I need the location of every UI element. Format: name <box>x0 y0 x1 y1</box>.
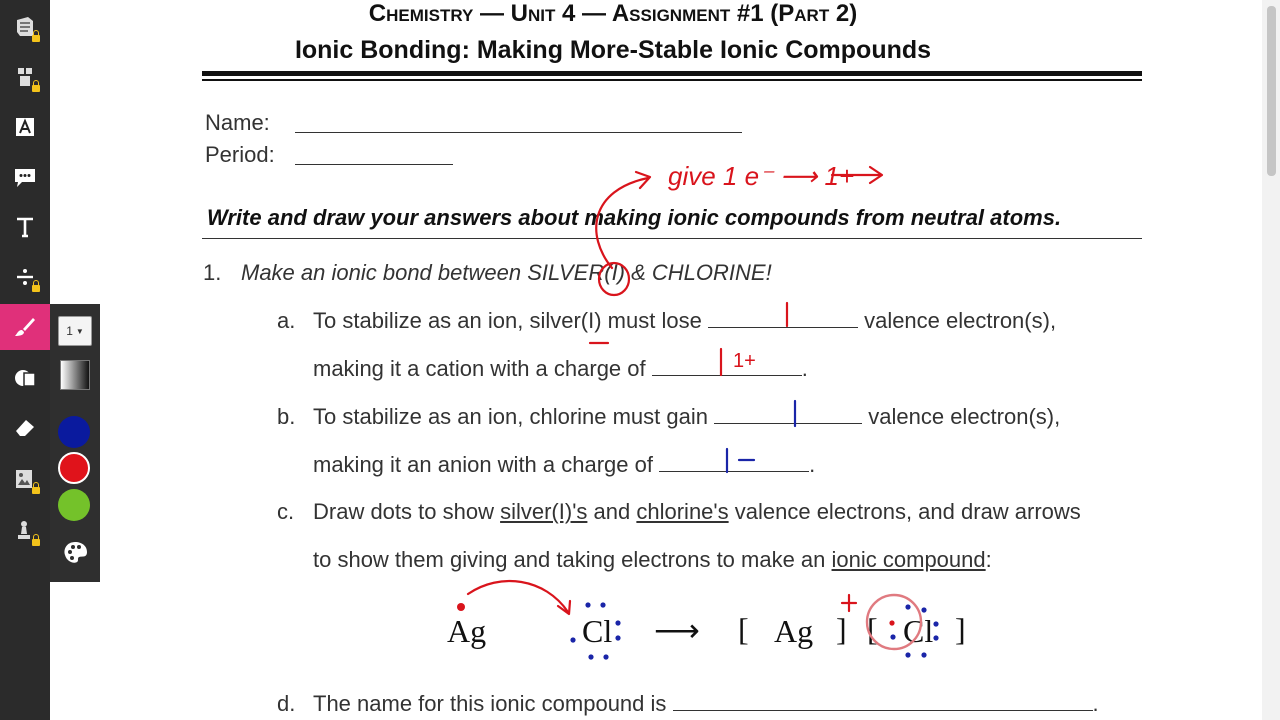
part-b-line1-pre: To stabilize as an ion, chlorine must gain <box>313 404 708 429</box>
ink-a-answer2: 1+ <box>733 350 756 372</box>
assignment-title: Chemistry — Unit 4 — Assignment #1 (Part 2) <box>368 0 858 27</box>
text-tool-icon <box>12 214 38 240</box>
part-d-end: . <box>1092 691 1099 716</box>
part-b-blank2[interactable] <box>659 471 809 472</box>
part-a-line1 <box>313 308 1056 334</box>
brush-size-select[interactable] <box>58 316 92 346</box>
comment-icon <box>12 164 38 190</box>
title-rule-thick <box>202 71 1142 76</box>
brush-icon <box>12 314 38 340</box>
name-blank[interactable] <box>295 132 742 133</box>
opacity-gradient-swatch[interactable] <box>60 360 90 390</box>
color-swatch-red[interactable] <box>58 452 90 484</box>
diagram-cl-ion: Cl <box>903 613 934 649</box>
part-c-line1-post: valence electrons, and draw arrows <box>734 499 1081 524</box>
text-tool[interactable] <box>0 204 50 250</box>
instructions-rule <box>202 238 1142 239</box>
brush-options-palette <box>50 304 100 582</box>
divide-tool[interactable] <box>0 254 50 300</box>
part-a-line1-pre: To stabilize as an ion, silver(I) must lose <box>313 308 702 333</box>
part-a-line2-post: . <box>801 356 808 381</box>
lock-icon <box>32 539 40 546</box>
diagram-ag: Ag <box>447 613 487 649</box>
part-d-blank[interactable] <box>673 710 1093 711</box>
part-b-blank1[interactable] <box>714 423 862 424</box>
color-swatch-green[interactable] <box>58 489 90 521</box>
eraser-icon <box>12 414 38 440</box>
part-a-line1-post: valence electron(s), <box>864 308 1057 333</box>
eraser-tool[interactable] <box>0 404 50 450</box>
diagram-ag-ion: Ag <box>774 613 814 649</box>
ink-give-note: give 1 e⁻ ⟶ 1+ <box>668 161 855 191</box>
part-b-line2-pre: making it an anion with a charge of <box>313 452 653 477</box>
lock-icon <box>32 285 40 292</box>
title-rule-thin <box>202 79 1142 81</box>
diagram-bracket-right-2: ] <box>955 611 966 647</box>
part-b-line2 <box>313 452 815 478</box>
part-d-text: The name for this ionic compound is <box>313 691 667 716</box>
diagram-arrow: ⟶ <box>654 612 700 648</box>
text-highlight-icon <box>12 114 38 140</box>
lock-icon <box>32 35 40 42</box>
question-text: Make an ionic bond between SILVER(I) & CHLORINE! <box>241 260 772 285</box>
period-label: Period: <box>205 142 275 167</box>
part-a-letter: a. <box>277 308 296 333</box>
part-b-line2-post: . <box>809 452 816 477</box>
comment-tool[interactable] <box>0 154 50 200</box>
part-a-blank2[interactable] <box>652 375 802 376</box>
scroll-thumb[interactable] <box>1267 6 1276 176</box>
diagram-cl: Cl <box>582 613 613 649</box>
lock-icon <box>32 85 40 92</box>
part-c-line2 <box>313 547 992 573</box>
part-c-silver: silver(I)'s <box>500 499 588 524</box>
name-label: Name: <box>205 110 270 135</box>
pen-stand-tool[interactable] <box>0 54 50 100</box>
part-c-chlorine: chlorine's <box>636 499 729 524</box>
brush-tool[interactable] <box>0 304 50 350</box>
stamp-tool[interactable] <box>0 508 50 554</box>
part-a-line2 <box>313 356 808 382</box>
image-tool[interactable] <box>0 456 50 502</box>
vertical-scrollbar[interactable] <box>1262 0 1280 720</box>
part-c-letter: c. <box>277 499 295 524</box>
part-a-line2-pre: making it a cation with a charge of <box>313 356 646 381</box>
question-number: 1. <box>203 260 222 285</box>
instructions: Write and draw your answers about making ionic compounds from neutral atoms. <box>207 205 1062 230</box>
period-blank[interactable] <box>295 164 453 165</box>
shapes-icon <box>12 364 38 390</box>
part-d-line <box>313 691 1099 717</box>
part-c-and: and <box>593 499 631 524</box>
shapes-tool[interactable] <box>0 354 50 400</box>
part-c-line2-pre: to show them giving and taking electrons to make an <box>313 547 826 572</box>
part-d-letter: d. <box>277 691 296 716</box>
part-b-line1 <box>313 404 1060 430</box>
color-swatch-blue[interactable] <box>58 416 90 448</box>
part-b-line1-post: valence electron(s), <box>868 404 1061 429</box>
notebook-tool[interactable] <box>0 4 50 50</box>
part-c-line1-pre: Draw dots to show <box>313 499 494 524</box>
color-palette-icon[interactable] <box>62 540 88 566</box>
part-c-ionic: ionic compound <box>831 547 986 572</box>
chevron-down-icon: ▼ <box>75 326 84 336</box>
diagram-bracket-left-1: [ <box>738 611 749 647</box>
brush-size-value: 1 <box>66 324 73 338</box>
part-c-colon: : <box>985 547 992 572</box>
annotation-toolbar <box>0 0 50 720</box>
diagram-bracket-right-1: ] <box>836 611 847 647</box>
diagram-bracket-left-2: [ <box>867 611 878 647</box>
part-a-blank1[interactable] <box>708 327 858 328</box>
assignment-subtitle: Ionic Bonding: Making More-Stable Ionic Compounds <box>294 36 932 64</box>
part-c-line1 <box>313 499 1081 525</box>
part-b-letter: b. <box>277 404 296 429</box>
lock-icon <box>32 487 40 494</box>
highlight-tool[interactable] <box>0 104 50 150</box>
